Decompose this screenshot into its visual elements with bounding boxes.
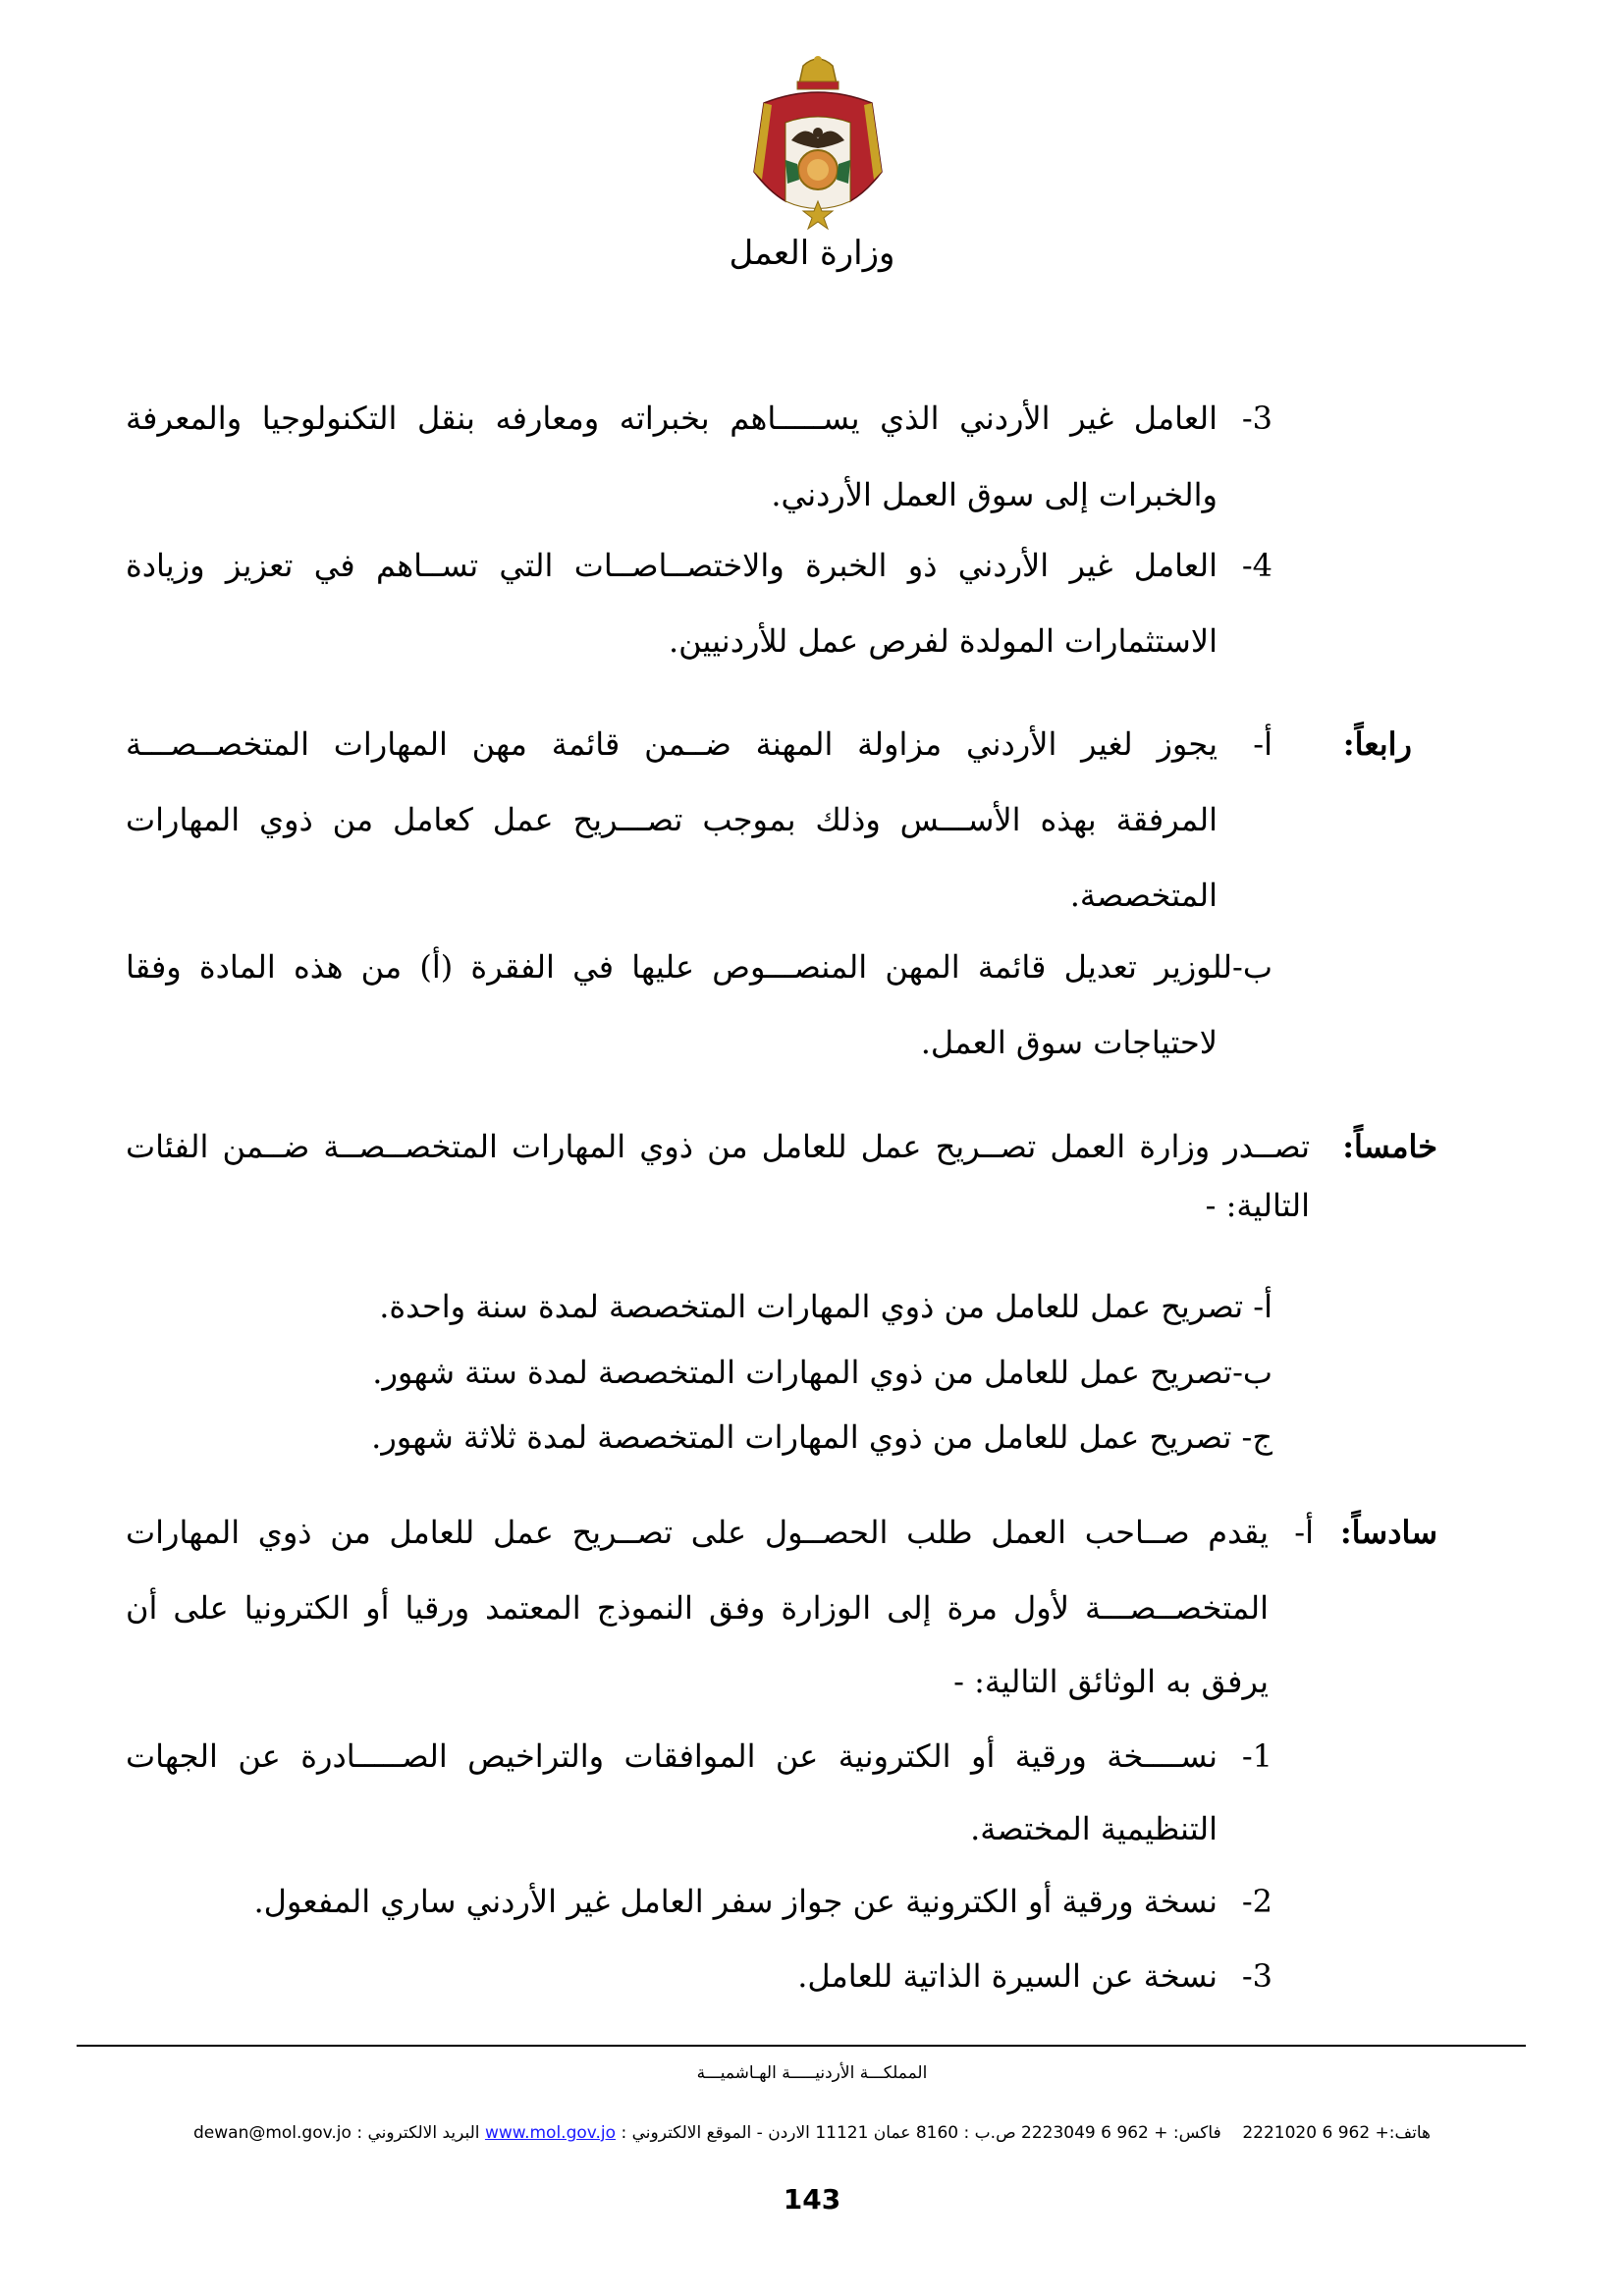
- item-4-marker: 4-: [1241, 547, 1272, 584]
- fifth-line-1: تصــدر وزارة العمل تصــريح عمل للعامل من ذوي المهارات المتخصــصــة ضــمن الفئات: [126, 1128, 1310, 1165]
- item-4-line-2: الاستثمارات المولدة لفرص عمل للأردنيين.: [668, 622, 1218, 660]
- footer-website-link[interactable]: www.mol.gov.jo: [484, 2123, 617, 2143]
- sixth-item-1-marker: 1-: [1241, 1737, 1272, 1775]
- sixth-item-3-marker: 3-: [1241, 1957, 1272, 1995]
- fifth-line-2: التالية: -: [1205, 1187, 1310, 1224]
- jordan-coat-of-arms-emblem: [734, 54, 901, 240]
- ministry-name: وزارة العمل: [729, 234, 895, 273]
- footer-email-label: البريد الالكتروني :: [356, 2123, 480, 2143]
- fifth-item-a: أ- تصريح عمل للعامل من ذوي المهارات المتخصصة لمدة سنة واحدة.: [379, 1288, 1272, 1325]
- sixth-item-1-line-2: التنظيمية المختصة.: [970, 1810, 1218, 1847]
- footer-fax: فاكس: + 962 6 2223049: [1021, 2123, 1221, 2143]
- fourth-b-line-2: لاحتياجات سوق العمل.: [920, 1024, 1218, 1061]
- sixth-label: سادساً:: [1339, 1514, 1437, 1551]
- fourth-a-line-1: يجوز لغير الأردني مزاولة المهنة ضــمن قائمة مهن المهارات المتخصــصـــة: [126, 725, 1218, 763]
- footer-contact-line: [79, 2123, 1545, 2143]
- footer-email[interactable]: dewan@mol.gov.jo: [193, 2123, 352, 2143]
- sixth-item-1-line-1: نســــخة ورقية أو الكترونية عن الموافقات والتراخيص الصـــــادرة عن الجهات: [126, 1737, 1218, 1775]
- fifth-item-c: ج- تصريح عمل للعامل من ذوي المهارات المتخصصة لمدة ثلاثة شهور.: [371, 1418, 1272, 1456]
- sixth-a-line-1: يقدم صــاحب العمل طلب الحصــول على تصــريح عمل للعامل من ذوي المهارات: [126, 1514, 1269, 1551]
- crown-icon: [797, 56, 839, 89]
- sixth-a-line-2: المتخصــصـــة لأول مرة إلى الوزارة وفق النموذج المعتمد ورقيا أو الكترونيا على أن: [126, 1589, 1269, 1627]
- item-3-marker: 3-: [1241, 400, 1272, 437]
- sixth-item-2-marker: 2-: [1241, 1883, 1272, 1920]
- item-3-line-1: العامل غير الأردني الذي يســـــاهم بخبراته ومعارفه بنقل التكنولوجيا والمعرفة: [126, 400, 1218, 437]
- fourth-a-line-2: المرفقة بهذه الأســـس وذلك بموجب تصـــريح عمل كعامل من ذوي المهارات: [126, 801, 1218, 838]
- sixth-item-2-line-1: نسخة ورقية أو الكترونية عن جواز سفر العامل غير الأردني ساري المفعول.: [253, 1883, 1218, 1920]
- footer-divider: [77, 2045, 1526, 2047]
- sixth-a-marker: أ-: [1294, 1514, 1314, 1551]
- fifth-item-b: ب-تصريح عمل للعامل من ذوي المهارات المتخصصة لمدة ستة شهور.: [372, 1354, 1272, 1391]
- page-number: 143: [783, 2183, 841, 2216]
- item-4-line-1: العامل غير الأردني ذو الخبرة والاختصــاصــات التي تســاهم في تعزيز وزيادة: [126, 547, 1218, 584]
- sixth-item-3-line-1: نسخة عن السيرة الذاتية للعامل.: [797, 1957, 1218, 1995]
- footer-country-name: المملكـــة الأردنيـــــة الهـاشميـــة: [696, 2063, 928, 2083]
- footer-phone: هاتف:+ 962 6 2221020: [1242, 2123, 1431, 2143]
- fourth-label: رابعاً:: [1342, 725, 1412, 763]
- fourth-a-line-3: المتخصصة.: [1069, 877, 1218, 914]
- item-3-line-2: والخبرات إلى سوق العمل الأردني.: [771, 476, 1218, 513]
- sixth-a-line-3: يرفق به الوثائق التالية: -: [953, 1663, 1269, 1700]
- fourth-a-marker: أ-: [1253, 725, 1272, 763]
- footer-pobox: ص.ب : 8160 عمان 11121 الاردن - الموقع الالكتروني :: [621, 2123, 1016, 2143]
- fourth-b-line-1: ب-للوزير تعديل قائمة المهن المنصـــوص عليها في الفقرة (أ) من هذه المادة وفقا: [126, 948, 1272, 986]
- fifth-label: خامساً:: [1342, 1128, 1437, 1165]
